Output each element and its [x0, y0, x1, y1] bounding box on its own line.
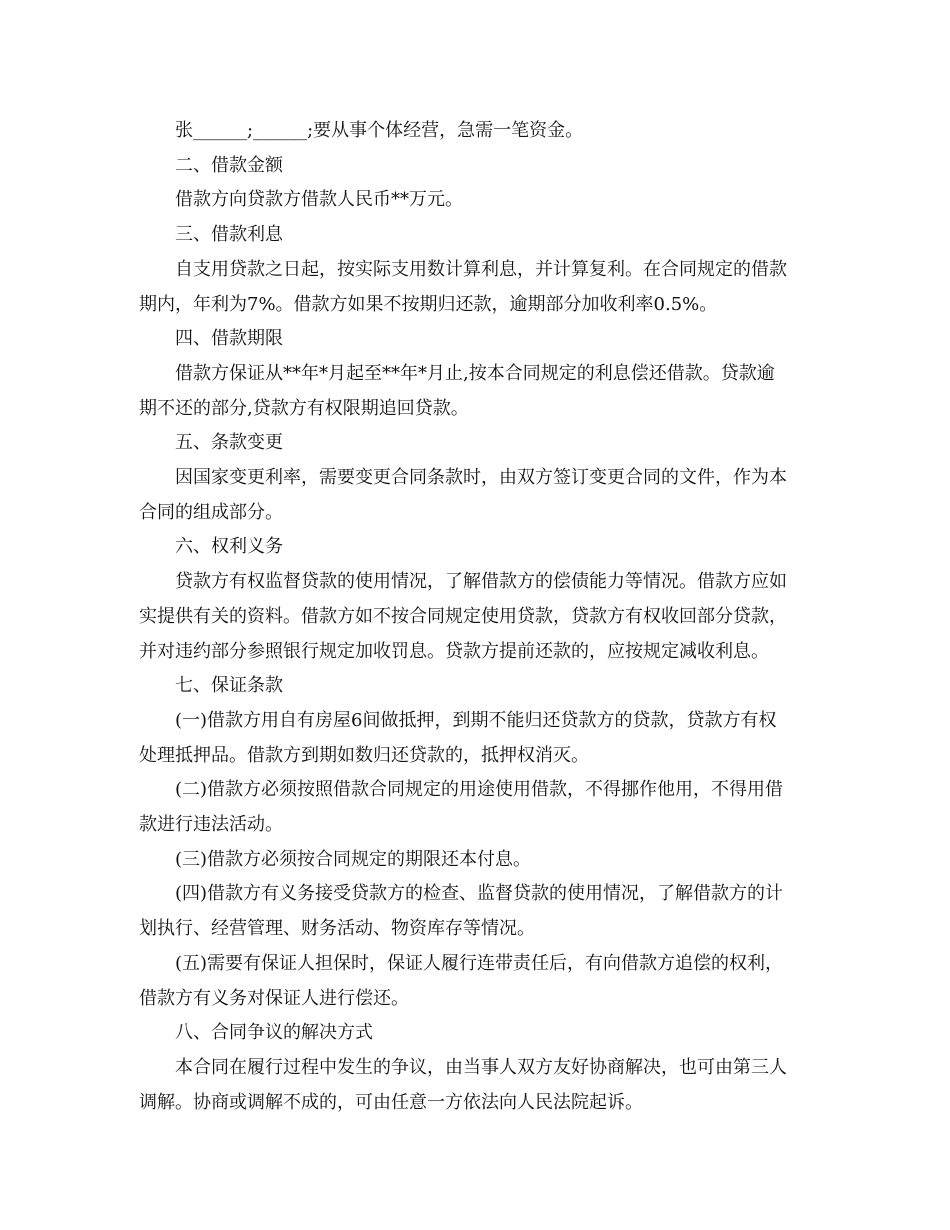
section-heading: 六、权利义务 — [175, 536, 283, 558]
section-heading: 五、条款变更 — [175, 432, 283, 454]
text-line: 期内，年利为7%。借款方如果不按期归还款，逾期部分加收利率0.5%。 — [139, 293, 718, 315]
text-line: (四)借款方有义务接受贷款方的检查、监督贷款的使用情况，了解借款方的计 — [175, 883, 784, 905]
text-line: 调解。协商或调解不成的，可由任意一方依法向人民法院起诉。 — [139, 1091, 643, 1113]
text-line: 划执行、经营管理、财务活动、物资库存等情况。 — [139, 918, 535, 940]
text-line: (五)需要有保证人担保时，保证人履行连带责任后，有向借款方追偿的权利， — [175, 952, 784, 974]
section-heading: 四、借款期限 — [175, 328, 283, 350]
section-heading: 三、借款利息 — [175, 224, 283, 246]
text-line: 借款方保证从**年*月起至**年*月止,按本合同规定的利息偿还借款。贷款逾 — [175, 362, 775, 384]
text-line: 处理抵押品。借款方到期如数归还贷款的，抵押权消灭。 — [139, 744, 589, 766]
text-line: 合同的组成部分。 — [139, 501, 283, 523]
text-line: 借款方向贷款方借款人民币**万元。 — [175, 189, 463, 211]
section-heading: 七、保证条款 — [175, 675, 283, 697]
text-line: 实提供有关的资料。借款方如不按合同规定使用贷款，贷款方有权收回部分贷款， — [139, 605, 787, 627]
text-line: 贷款方有权监督贷款的使用情况，了解借款方的偿债能力等情况。借款方应如 — [175, 571, 787, 593]
text-line: 张______;______;要从事个体经营，急需一笔资金。 — [175, 120, 584, 141]
text-line: 自支用贷款之日起，按实际支用数计算利息，并计算复利。在合同规定的借款 — [175, 258, 787, 280]
text-line: 本合同在履行过程中发生的争议，由当事人双方友好协商解决，也可由第三人 — [175, 1056, 787, 1078]
section-heading: 二、借款金额 — [175, 154, 283, 176]
text-line: 期不还的部分,贷款方有权限期追回贷款。 — [139, 397, 469, 419]
text-line: (一)借款方用自有房屋6间做抵押，到期不能归还贷款方的贷款，贷款方有权 — [175, 709, 777, 731]
text-line: 并对违约部分参照银行规定加收罚息。贷款方提前还款的，应按规定减收利息。 — [139, 640, 769, 662]
text-line: 借款方有义务对保证人进行偿还。 — [139, 987, 409, 1009]
text-line: 款进行违法活动。 — [139, 814, 283, 836]
text-line: (二)借款方必须按照借款合同规定的用途使用借款，不得挪作他用，不得用借 — [175, 779, 784, 801]
document-body — [139, 114, 815, 1120]
text-line: (三)借款方必须按合同规定的期限还本付息。 — [175, 848, 532, 870]
text-line: 因国家变更利率，需要变更合同条款时，由双方签订变更合同的文件，作为本 — [175, 467, 787, 489]
section-heading: 八、合同争议的解决方式 — [175, 1022, 373, 1044]
